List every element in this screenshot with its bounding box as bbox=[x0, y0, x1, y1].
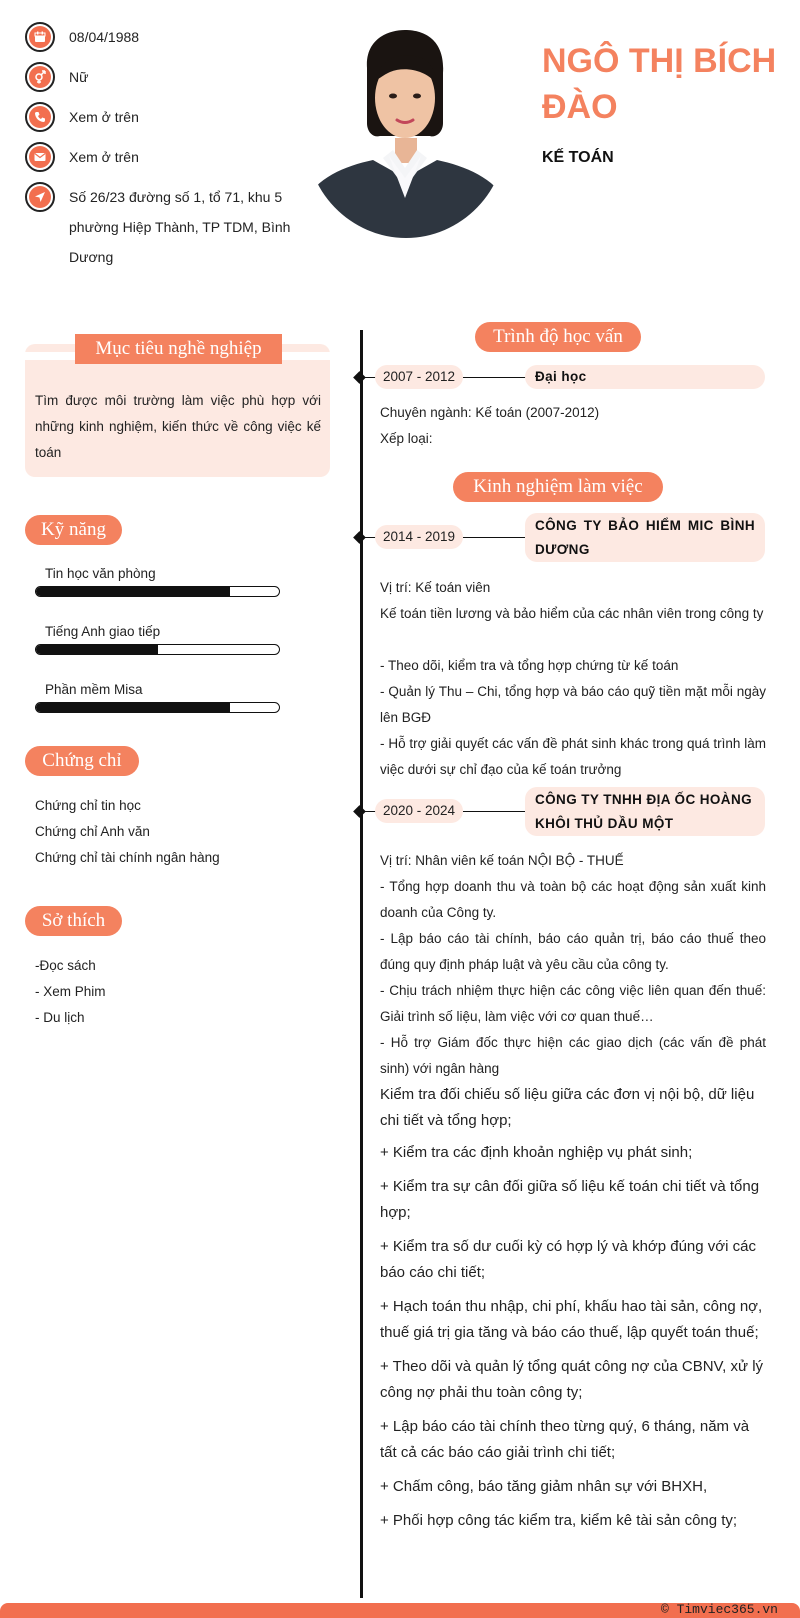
calendar-icon bbox=[25, 22, 55, 52]
job-line: - Quản lý Thu – Chi, tổng hợp và báo cáo quỹ tiền mặt mỗi ngày lên BGĐ bbox=[380, 684, 766, 725]
job-detail-line: + Kiểm tra số dư cuối kỳ có hợp lý và khớp đúng với các báo cáo chi tiết; bbox=[380, 1238, 756, 1281]
phone-text: Xem ở trên bbox=[69, 109, 139, 125]
location-arrow-icon bbox=[25, 182, 55, 212]
job-line: Vị trí: Kế toán viên bbox=[380, 580, 491, 595]
job-detail-line: + Kiểm tra sự cân đối giữa số liệu kế toán chi tiết và tổng hợp; bbox=[380, 1178, 760, 1221]
job-detail-line: + Phối hợp công tác kiểm tra, kiểm kê tài sản công ty; bbox=[380, 1512, 738, 1529]
contact-gender bbox=[25, 62, 88, 92]
job-company: CÔNG TY BẢO HIỂM MIC BÌNH DƯƠNG bbox=[525, 513, 765, 562]
education-degree: Đại học bbox=[525, 365, 765, 389]
education-rank: Xếp loại: bbox=[380, 431, 433, 446]
skill-bar-fill bbox=[36, 587, 230, 596]
job-detail-line: + Lập báo cáo tài chính theo từng quý, 6 tháng, năm và tất cả các báo cáo giải trình chi tiết; bbox=[380, 1418, 750, 1461]
skill-label: Phần mềm Misa bbox=[45, 682, 143, 697]
experience-title: Kinh nghiệm làm việc bbox=[453, 472, 663, 502]
email-text: Xem ở trên bbox=[69, 149, 139, 165]
job-line: Kế toán tiền lương và bảo hiểm của các nhân viên trong công ty bbox=[380, 606, 764, 621]
watermark: © Timviec365.vn bbox=[660, 1602, 778, 1617]
job-company: CÔNG TY TNHH ĐỊA ỐC HOÀNG KHÔI THỦ DẦU MỘT bbox=[525, 787, 765, 836]
timeline-connector bbox=[463, 811, 527, 812]
certificate-item: Chứng chỉ Anh văn bbox=[35, 824, 150, 839]
education-period: 2007 - 2012 bbox=[375, 365, 463, 389]
job-detail-line: + Theo dõi và quản lý tổng quát công nợ của CBNV, xử lý công nợ phải thu toàn công ty; bbox=[380, 1358, 764, 1401]
skill-bar bbox=[35, 586, 280, 597]
job-line: - Hỗ trợ giải quyết các vấn đề phát sinh khác trong quá trình làm việc dưới sự chỉ đạo của kế toán trưởng bbox=[380, 736, 766, 777]
job-detail-line: + Hạch toán thu nhập, chi phí, khấu hao tài sản, công nợ, thuế giá trị gia tăng và báo cáo thuế, lập quyết toán thuế; bbox=[380, 1298, 763, 1341]
objective-title: Mục tiêu nghề nghiệp bbox=[75, 334, 282, 364]
certificate-item: Chứng chỉ tài chính ngân hàng bbox=[35, 850, 220, 865]
envelope-icon bbox=[25, 142, 55, 172]
job-line: Vị trí: Nhân viên kế toán NỘI BỘ - THUẾ bbox=[380, 853, 624, 868]
education-title: Trình độ học vấn bbox=[475, 322, 641, 352]
certificates-title: Chứng chỉ bbox=[25, 746, 139, 776]
contact-birthday bbox=[25, 22, 139, 52]
timeline-connector bbox=[463, 537, 527, 538]
profile-photo bbox=[305, 28, 507, 238]
phone-icon bbox=[25, 102, 55, 132]
hobbies-title: Sở thích bbox=[25, 906, 122, 936]
skill-label: Tiếng Anh giao tiếp bbox=[45, 624, 161, 639]
birthday-text: 08/04/1988 bbox=[69, 29, 140, 45]
job-detail-line: + Kiểm tra các định khoản nghiệp vụ phát sinh; bbox=[380, 1144, 693, 1161]
objective-text: Tìm được môi trường làm việc phù hợp với những kinh nghiệm, kiến thức về công việc kế toán bbox=[35, 393, 321, 460]
job-line: - Hỗ trợ Giám đốc thực hiện các giao dịch (các vấn đề phát sinh) với ngân hàng bbox=[380, 1035, 766, 1076]
skill-bar-fill bbox=[36, 703, 230, 712]
contact-email bbox=[25, 142, 139, 172]
timeline-connector bbox=[463, 377, 527, 378]
job-detail-line: + Chấm công, báo tăng giảm nhân sự với BHXH, bbox=[380, 1478, 708, 1495]
job-line: - Chịu trách nhiệm thực hiện các công việc liên quan đến thuế: Giải trình số liệu, làm việc với cơ quan thuế… bbox=[380, 983, 766, 1024]
certificate-item: Chứng chỉ tin học bbox=[35, 798, 141, 813]
contact-address bbox=[25, 182, 299, 272]
hobby-item: -Đọc sách bbox=[35, 958, 96, 973]
job-period: 2014 - 2019 bbox=[375, 525, 463, 549]
job-period: 2020 - 2024 bbox=[375, 799, 463, 823]
job-line: - Tổng hợp doanh thu và toàn bộ các hoạt động sản xuất kinh doanh của Công ty. bbox=[380, 879, 766, 920]
skill-bar-fill bbox=[36, 645, 158, 654]
candidate-name: NGÔ THỊ BÍCH ĐÀO bbox=[542, 42, 777, 126]
skills-title: Kỹ năng bbox=[25, 515, 122, 545]
job-detail-line: Kiểm tra đối chiếu số liệu giữa các đơn vị nội bộ, dữ liệu chi tiết và tổng hợp; bbox=[380, 1086, 755, 1129]
education-major: Chuyên ngành: Kế toán (2007-2012) bbox=[380, 405, 600, 420]
gender-icon bbox=[25, 62, 55, 92]
hobby-item: - Xem Phim bbox=[35, 984, 106, 999]
timeline-line bbox=[360, 330, 363, 1598]
address-text: Số 26/23 đường số 1, tổ 71, khu 5 phường Hiệp Thành, TP TDM, Bình Dương bbox=[69, 189, 291, 265]
hobby-item: - Du lịch bbox=[35, 1010, 85, 1025]
skill-bar bbox=[35, 702, 280, 713]
job-line: - Lập báo cáo tài chính, báo cáo quản trị, báo cáo thuế theo đúng quy định pháp luật và yêu cầu của công ty. bbox=[380, 931, 766, 972]
gender-text: Nữ bbox=[69, 69, 89, 85]
skill-label: Tin học văn phòng bbox=[45, 566, 156, 581]
contact-phone bbox=[25, 102, 139, 132]
skill-bar bbox=[35, 644, 280, 655]
job-title: KẾ TOÁN bbox=[542, 149, 614, 166]
job-line: - Theo dõi, kiểm tra và tổng hợp chứng từ kế toán bbox=[380, 658, 679, 673]
